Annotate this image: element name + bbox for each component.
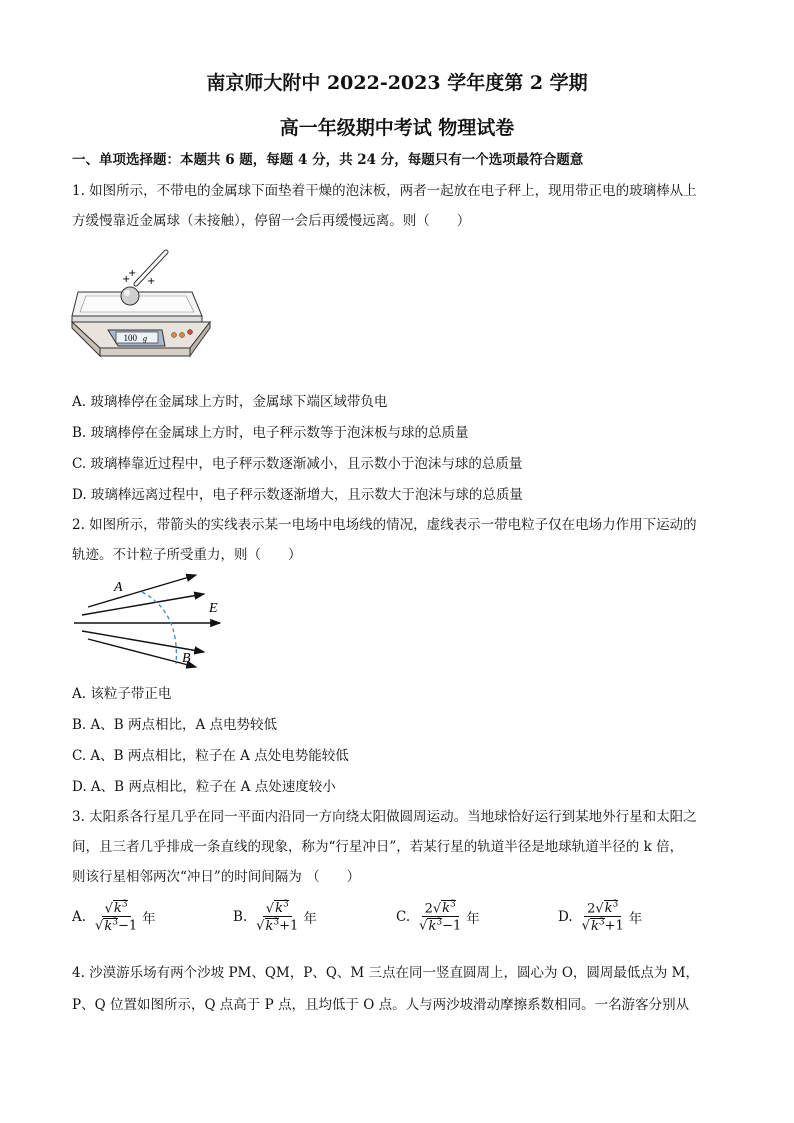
q2-option-a: A. 该粒子带正电 bbox=[72, 686, 172, 702]
svg-text:+: + bbox=[128, 268, 137, 279]
electric-field-figure bbox=[72, 572, 232, 672]
q1-option-c: C. 玻璃棒靠近过程中，电子秤示数逐渐减小，且示数小于泡沫与球的总质量 bbox=[72, 456, 523, 472]
label-e: E bbox=[209, 601, 218, 616]
scale-display-unit: g bbox=[143, 334, 147, 343]
q2-option-b: B. A、B 两点相比，A 点电势较低 bbox=[72, 717, 278, 733]
q3-stem-line3: 则该行星相邻两次“冲日”的时间间隔为 （ ） bbox=[72, 869, 361, 885]
label-b: B bbox=[182, 651, 191, 666]
electronic-scale-figure bbox=[70, 248, 220, 373]
q3-option-a: A. $\frac{√k^3}{√k^3-1}$ 年 bbox=[72, 900, 156, 934]
q1-stem-line1: 1. 如图所示，不带电的金属球下面垫着干燥的泡沫板，两者一起放在电子秤上，现用带正电的玻璃棒从上 bbox=[72, 183, 697, 199]
q1-option-b: B. 玻璃棒停在金属球上方时，电子秤示数等于泡沫板与球的总质量 bbox=[72, 425, 469, 441]
title-line2: 高一年级期中考试 物理试卷 bbox=[279, 117, 515, 139]
q3-option-b: B. $\frac{√k^3}{√k^3+1}$ 年 bbox=[233, 900, 317, 934]
scale-display-value: 100 bbox=[123, 333, 137, 343]
svg-text:+: + bbox=[122, 274, 131, 285]
q1-option-d: D. 玻璃棒远离过程中，电子秤示数逐渐增大，且示数大于泡沫与球的总质量 bbox=[72, 487, 523, 503]
q1-stem-line2: 方缓慢靠近金属球（未接触），停留一会后再缓慢远离。则（ ） bbox=[72, 213, 471, 229]
q4-stem-line2: P、Q 位置如图所示，Q 点高于 P 点，且均低于 O 点。人与两沙坡滑动摩擦系数相同。一名游客分别从 bbox=[72, 997, 690, 1013]
section-heading: 一、单项选择题：本题共 6 题，每题 4 分，共 24 分，每题只有一个选项最符合题意 bbox=[72, 152, 584, 168]
q2-option-d: D. A、B 两点相比，粒子在 A 点处速度较小 bbox=[72, 779, 336, 795]
q1-option-a: A. 玻璃棒停在金属球上方时，金属球下端区域带负电 bbox=[72, 394, 388, 410]
title-line1: 南京师大附中 2022-2023 学年度第 2 学期 bbox=[206, 72, 588, 94]
q2-stem-line1: 2. 如图所示，带箭头的实线表示某一电场中电场线的情况，虚线表示一带电粒子仅在电场力作用下运动的 bbox=[72, 517, 697, 533]
q2-stem-line2: 轨迹。不计粒子所受重力，则（ ） bbox=[72, 547, 302, 563]
q2-option-c: C. A、B 两点相比，粒子在 A 点处电势能较低 bbox=[72, 748, 349, 764]
q3-option-d: D. $\frac{2√k^3}{√k^3+1}$ 年 bbox=[558, 900, 643, 934]
q3-stem-line2: 间，且三者几乎排成一条直线的现象，称为“行星冲日”，若某行星的轨道半径是地球轨道半径的 k 倍， bbox=[72, 839, 684, 855]
q4-stem-line1: 4. 沙漠游乐场有两个沙坡 PM、QM，P、Q、M 三点在同一竖直圆周上，圆心为 O，圆周最低点为 M， bbox=[72, 965, 699, 981]
label-a: A bbox=[114, 580, 123, 595]
q3-option-c: C. $\frac{2√k^3}{√k^3-1}$ 年 bbox=[396, 900, 480, 934]
svg-text:+: + bbox=[147, 276, 156, 287]
q3-stem-line1: 3. 太阳系各行星几乎在同一平面内沿同一方向绕太阳做圆周运动。当地球恰好运行到某地外行星和太阳之 bbox=[72, 809, 697, 825]
